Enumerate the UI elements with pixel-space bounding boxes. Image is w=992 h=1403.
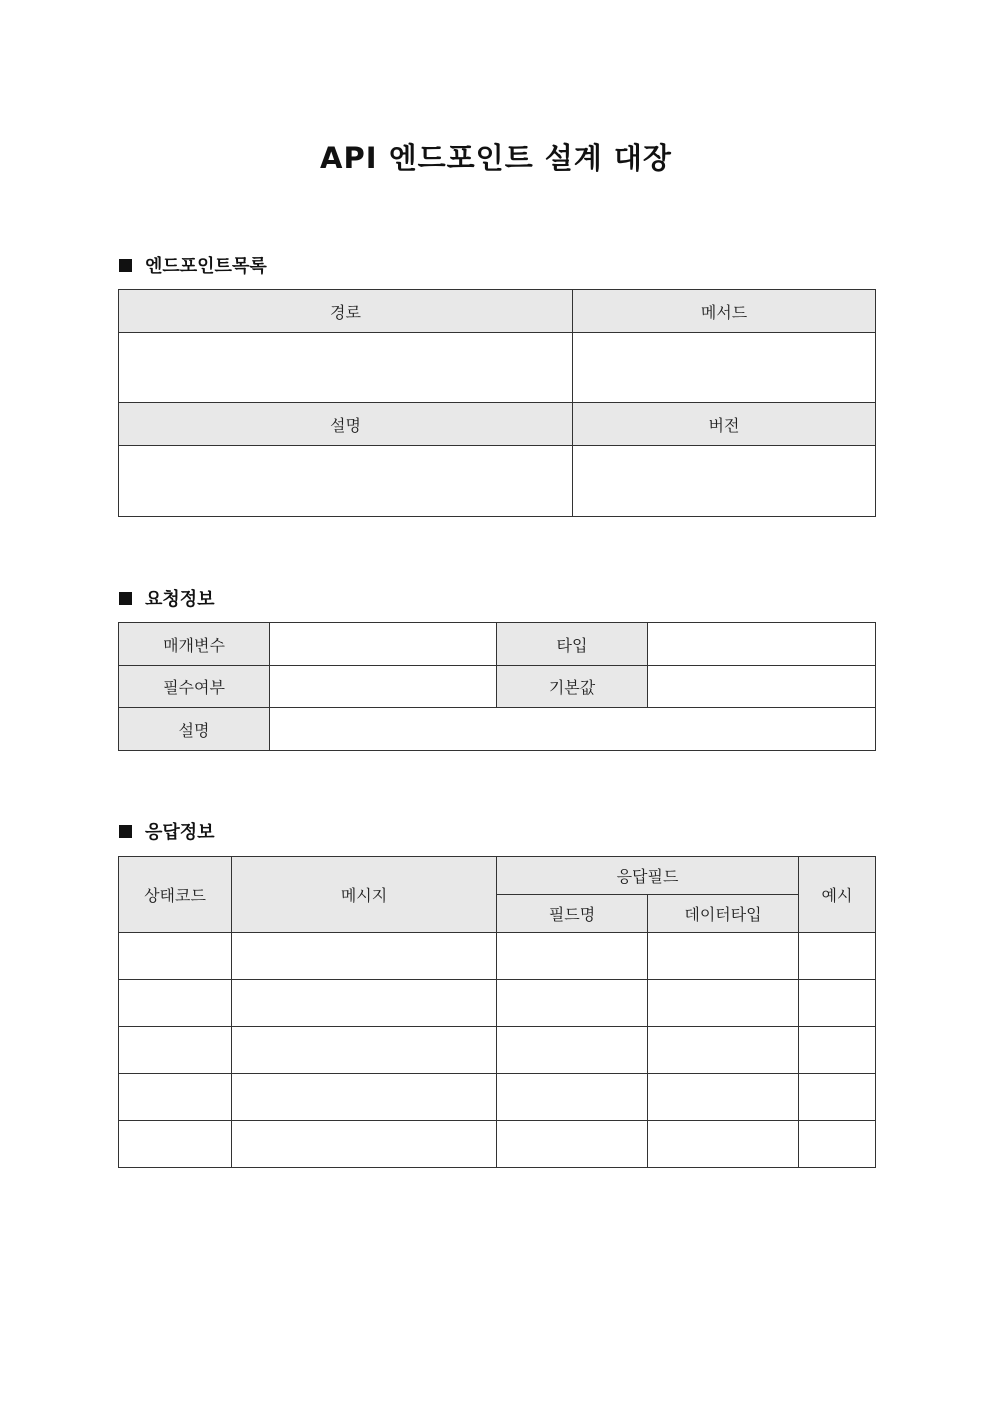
message-cell[interactable] xyxy=(232,1074,497,1121)
status-code-cell[interactable] xyxy=(119,933,232,980)
data-type-cell[interactable] xyxy=(648,980,799,1027)
status-code-cell[interactable] xyxy=(119,1121,232,1168)
endpoint-table xyxy=(118,289,876,517)
data-type-cell[interactable] xyxy=(648,1121,799,1168)
field-name-header: 필드명 xyxy=(497,895,648,933)
request-table xyxy=(118,622,876,751)
message-cell[interactable] xyxy=(232,1027,497,1074)
field-name-cell[interactable] xyxy=(497,933,648,980)
parameter-header: 매개변수 xyxy=(119,623,270,666)
type-header: 타입 xyxy=(497,623,648,666)
required-header: 필수여부 xyxy=(119,666,270,708)
request-description-cell[interactable] xyxy=(270,708,876,751)
default-cell[interactable] xyxy=(648,666,876,708)
parameter-cell[interactable] xyxy=(270,623,497,666)
method-header: 메서드 xyxy=(573,290,876,333)
square-bullet-icon xyxy=(119,825,132,838)
example-cell[interactable] xyxy=(799,1074,876,1121)
status-code-header: 상태코드 xyxy=(119,857,232,933)
table-row xyxy=(119,933,876,980)
method-cell[interactable] xyxy=(573,333,876,403)
square-bullet-icon xyxy=(119,259,132,272)
message-cell[interactable] xyxy=(232,933,497,980)
data-type-cell[interactable] xyxy=(648,1027,799,1074)
example-header: 예시 xyxy=(799,857,876,933)
endpoint-section-title: 엔드포인트목록 xyxy=(145,256,267,277)
path-header: 경로 xyxy=(119,290,573,333)
required-cell[interactable] xyxy=(270,666,497,708)
endpoint-section-heading xyxy=(119,253,267,277)
example-cell[interactable] xyxy=(799,1027,876,1074)
page-title: API 엔드포인트 설계 대장 xyxy=(320,141,672,175)
request-section-heading xyxy=(119,586,215,610)
type-cell[interactable] xyxy=(648,623,876,666)
version-header: 버전 xyxy=(573,403,876,446)
message-cell[interactable] xyxy=(232,1121,497,1168)
response-fields-header: 응답필드 xyxy=(497,857,799,895)
path-cell[interactable] xyxy=(119,333,573,403)
data-type-cell[interactable] xyxy=(648,933,799,980)
status-code-cell[interactable] xyxy=(119,1074,232,1121)
table-row xyxy=(119,1027,876,1074)
response-table xyxy=(118,856,876,1168)
response-section-heading xyxy=(119,819,215,843)
table-row xyxy=(119,1074,876,1121)
example-cell[interactable] xyxy=(799,980,876,1027)
version-cell[interactable] xyxy=(573,446,876,517)
field-name-cell[interactable] xyxy=(497,980,648,1027)
status-code-cell[interactable] xyxy=(119,980,232,1027)
request-description-header: 설명 xyxy=(119,708,270,751)
status-code-cell[interactable] xyxy=(119,1027,232,1074)
data-type-cell[interactable] xyxy=(648,1074,799,1121)
field-name-cell[interactable] xyxy=(497,1074,648,1121)
description-cell[interactable] xyxy=(119,446,573,517)
example-cell[interactable] xyxy=(799,1121,876,1168)
request-section-title: 요청정보 xyxy=(145,589,215,610)
message-cell[interactable] xyxy=(232,980,497,1027)
table-row xyxy=(119,980,876,1027)
square-bullet-icon xyxy=(119,592,132,605)
default-header: 기본값 xyxy=(497,666,648,708)
example-cell[interactable] xyxy=(799,933,876,980)
table-row xyxy=(119,1121,876,1168)
response-section-title: 응답정보 xyxy=(145,822,215,843)
data-type-header: 데이터타입 xyxy=(648,895,799,933)
field-name-cell[interactable] xyxy=(497,1121,648,1168)
message-header: 메시지 xyxy=(232,857,497,933)
field-name-cell[interactable] xyxy=(497,1027,648,1074)
description-header: 설명 xyxy=(119,403,573,446)
